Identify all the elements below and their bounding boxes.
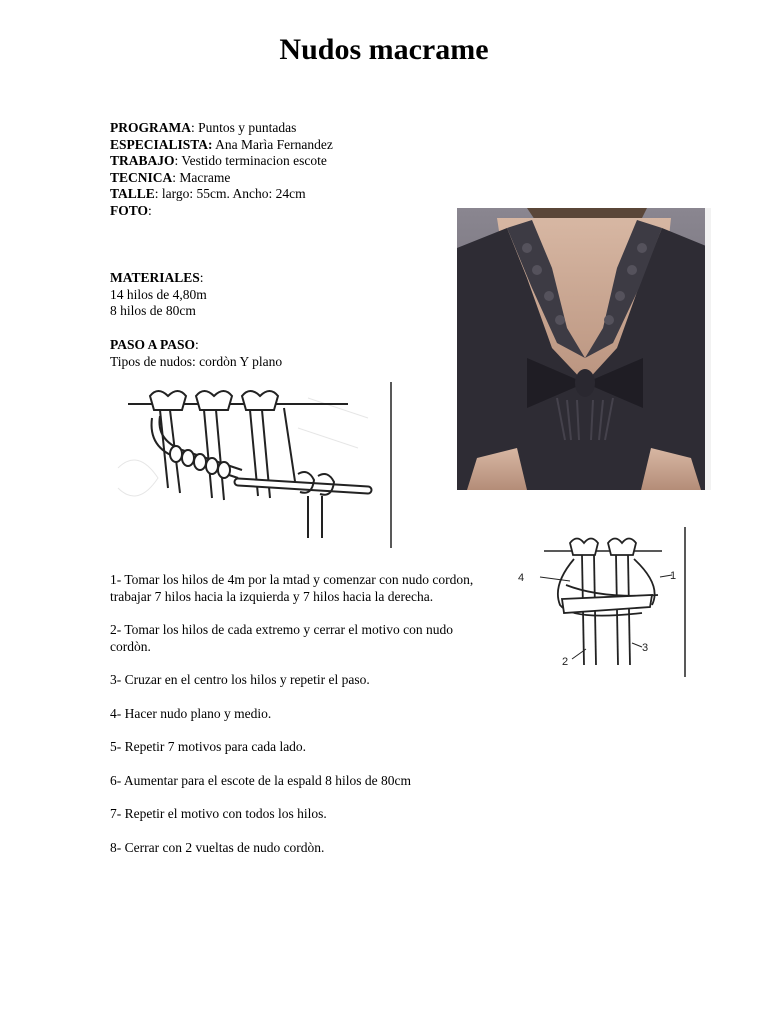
meta-trabajo: TRABAJO: Vestido terminacion escote xyxy=(110,153,327,168)
project-meta xyxy=(110,120,450,219)
materials-section xyxy=(110,270,450,320)
paso-section xyxy=(110,337,450,370)
material-item: 8 hilos de 80cm xyxy=(110,303,196,318)
step-item: 8- Cerrar con 2 vueltas de nudo cordòn. xyxy=(110,839,325,855)
cordon-knot-illustration xyxy=(108,378,398,550)
materials-heading: MATERIALES: xyxy=(110,270,204,285)
knot-diagram-plano xyxy=(512,525,692,680)
meta-programa: PROGRAMA: Puntos y puntadas xyxy=(110,120,297,135)
page-title: Nudos macrame xyxy=(279,33,489,66)
label-3: 3 xyxy=(642,642,649,654)
step-item: 1- Tomar los hilos de 4m por la mtad y comenzar con nudo cordon, trabajar 7 hilos hacia la izquierda y 7 hilos hacia la derecha. xyxy=(110,572,474,604)
flat-knot-illustration xyxy=(512,525,692,680)
step-item: 3- Cruzar en el centro los hilos y repetir el paso. xyxy=(110,672,370,687)
knot-diagram-cordon xyxy=(108,378,398,550)
step-item: 2- Tomar los hilos de cada extremo y cerrar el motivo con nudo cordòn. xyxy=(110,622,453,654)
label-4: 4 xyxy=(518,572,525,584)
step-item: 6- Aumentar para el escote de la espald 8 hilos de 80cm xyxy=(110,772,412,788)
step-item: 4- Hacer nudo plano y medio. xyxy=(110,705,272,721)
paso-heading: PASO A PASO: xyxy=(110,337,199,352)
label-2: 2 xyxy=(562,656,569,668)
dress-photo xyxy=(457,208,711,490)
knot-types: Tipos de nudos: cordòn Y plano xyxy=(110,353,283,369)
step-item: 5- Repetir 7 motivos para cada lado. xyxy=(110,739,307,754)
meta-talle: TALLE: largo: 55cm. Ancho: 24cm xyxy=(110,186,306,201)
material-item: 14 hilos de 4,80m xyxy=(110,286,207,302)
label-1: 1 xyxy=(670,570,677,582)
steps-list xyxy=(110,572,480,873)
step-item: 7- Repetir el motivo con todos los hilos. xyxy=(110,806,327,821)
meta-especialista: ESPECIALISTA: Ana Marìa Fernandez xyxy=(110,136,333,152)
meta-foto: FOTO: xyxy=(110,202,152,218)
dress-photo-image xyxy=(457,208,711,490)
meta-tecnica: TECNICA: Macrame xyxy=(110,169,231,185)
